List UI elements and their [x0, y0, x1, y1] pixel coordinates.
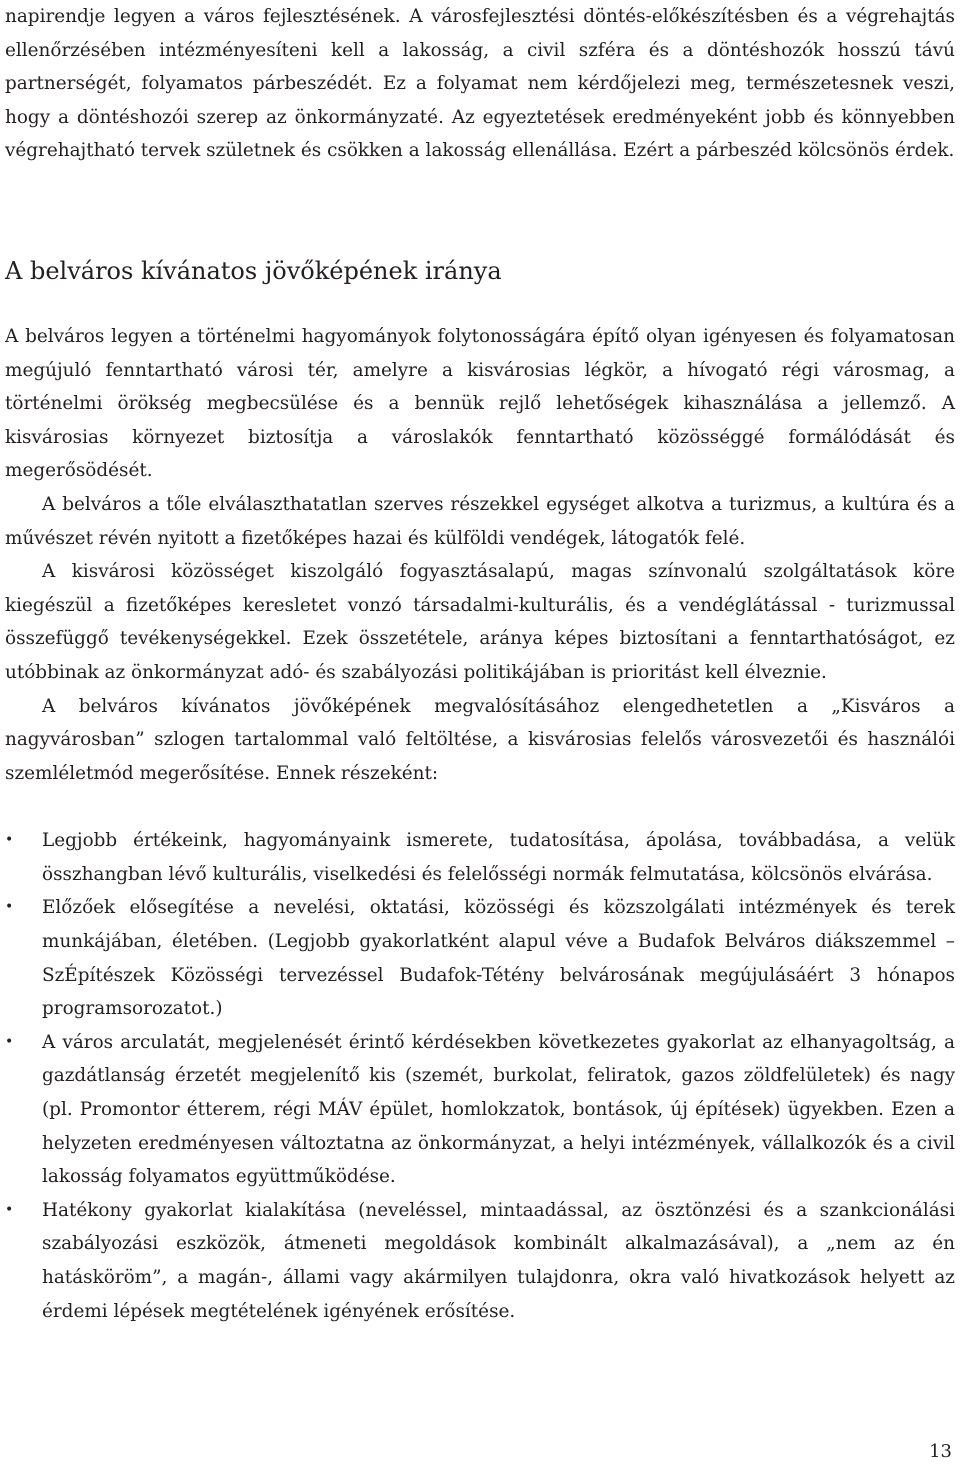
bullet-list	[5, 824, 955, 1328]
section-heading: A belváros kívánatos jövőképének iránya	[5, 256, 502, 285]
list-item	[5, 891, 955, 1025]
body-paragraph-3: A kisvárosi közösséget kiszolgáló fogyasztásalapú, magas színvonalú szolgáltatások köre kiegészül a fizetőképes keresletet vonzó társadalmi-kulturális, és a vendéglátással - turizmussal összefüggő tevékenységekkel. Ezek összetétele, aránya képes biztosítani a fenntarthatóságot, ez utóbbinak az önkormányzat adó- és szabályozási politikájában is prioritást kell élveznie.	[5, 561, 955, 683]
list-item-text: Legjobb értékeink, hagyományaink ismerete, tudatosítása, ápolása, továbbadása, a velük összhangban lévő kulturális, viselkedési és felelősségi normák felmutatása, kölcsönös elvárása.	[42, 830, 955, 885]
section-body	[5, 320, 955, 790]
list-item-text: A város arculatát, megjelenését érintő kérdésekben következetes gyakorlat az elhanyagoltság, a gazdátlanság érzetét megjelenítő kis (szemét, burkolat, feliratok, gazos zöldfelületek) és nagy (pl. Promontor étterem, régi MÁV épület, homlokzatok, bontások, új építések) ügyekben. Ezen a helyzeten eredményesen változtatna az önkormányzat, a helyi intézmények, vállalkozók és a civil lakosság folyamatos együttműködése.	[42, 1031, 955, 1188]
document-page	[5, 0, 955, 1328]
body-paragraph-2: A belváros a tőle elválaszthatatlan szerves részekkel egységet alkotva a turizmus, a kultúra és a művészet révén nyitott a fizetőképes hazai és külföldi vendégek, látogatók felé.	[5, 493, 955, 549]
list-item-text: Előzőek elősegítése a nevelési, oktatási, közösségi és közszolgálati intézmények és terek munkájában, életében. (Legjobb gyakorlatként alapul véve a Budafok Belváros diákszemmel – SzÉpítészek Közösségi tervezéssel Budafok-Tétény belvárosának megújulásáért 3 hónapos programsorozatot.)	[42, 897, 955, 1020]
bullet-icon: •	[5, 832, 14, 849]
bullet-icon: •	[5, 899, 14, 916]
list-item-text: Hatékony gyakorlat kialakítása (neveléssel, mintaadással, az ösztönzési és a szankcionálási szabályozási eszközök, átmeneti megoldások kombinált alkalmazásával), a „nem az én hatásköröm”, a magán-, állami vagy akármilyen tulajdonra, okra való hivatkozások helyett az érdemi lépések megtételének igényének erősítése.	[42, 1199, 955, 1322]
list-item	[5, 1194, 955, 1328]
body-paragraph-4: A belváros kívánatos jövőképének megvalósításához elengedhetetlen a „Kisváros a nagyvárosban” szlogen tartalommal való feltöltése, a kisvárosias felelős városvezetői és használói szemléletmód megerősítése. Ennek részeként:	[5, 695, 955, 784]
page-number: 13	[929, 1441, 952, 1462]
body-paragraph-1: A belváros legyen a történelmi hagyományok folytonosságára építő olyan igényesen és folyamatosan megújuló fenntartható városi tér, amelyre a kisvárosias légkör, a hívogató régi városmag, a történelmi örökség megbecsülése és a bennük rejlő lehetőségek kihasználása a jellemző. A kisvárosias környezet biztosítja a városlakók fenntartható közösséggé formálódását és megerősödését.	[5, 325, 955, 482]
list-item	[5, 1026, 955, 1194]
bullet-icon: •	[5, 1033, 14, 1050]
intro-paragraph: napirendje legyen a város fejlesztésének. A városfejlesztési döntés-előkészítésben és a végrehajtás ellenőrzésében intézményesíteni kell a lakosság, a civil szféra és a döntéshozók hosszú távú partnerségét, folyamatos párbeszédét. Ez a folyamat nem kérdőjelezi meg, természetesnek veszi, hogy a döntéshozói szerep az önkormányzaté. Az egyeztetések eredményeként jobb és könnyebben végrehajtható tervek születnek és csökken a lakosság ellenállása. Ezért a párbeszéd kölcsönös érdek.	[5, 6, 955, 162]
bullet-icon: •	[5, 1201, 14, 1218]
list-item	[5, 824, 955, 891]
